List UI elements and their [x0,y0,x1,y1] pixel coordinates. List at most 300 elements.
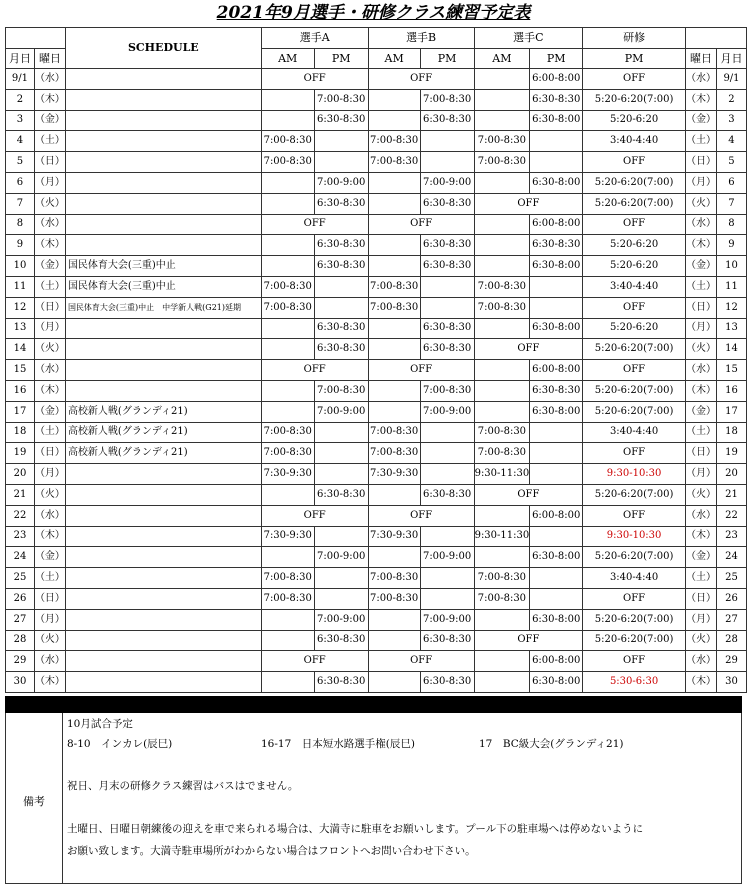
cell-pm-b [420,131,474,152]
cell-pm-b: 7:00-9:00 [420,547,474,568]
cell-am-b: 7:00-8:30 [368,568,420,589]
cell-schedule [65,235,261,256]
cell-pm-a [314,588,368,609]
notes-line-1: 祝日、月末の研修クラス練習はバスはでません。 [67,780,299,792]
cell-am-c [474,505,530,526]
cell-kenshu: 5:20-6:20(7:00) [583,89,686,110]
cell-date: 14 [6,339,35,360]
cell-date: 24 [6,547,35,568]
divider-bar [5,696,742,713]
notes-line-3: お願い致します。大満寺駐車場所がわからない場合はフロントへお問い合わせ下さい。 [67,845,476,857]
cell-weekday: （水） [34,69,65,90]
cell-pm-a: 6:30-8:30 [314,256,368,277]
cell-date: 8 [6,214,35,235]
cell-pm-a [314,422,368,443]
cell-am-b [368,172,420,193]
cell-date: 16 [6,380,35,401]
cell-pm-a [314,276,368,297]
cell-pm-c [530,152,583,173]
cell-am-b [368,110,420,131]
cell-pm-c: 6:30-8:30 [530,235,583,256]
table-row [6,547,747,568]
cell-am-a [261,547,314,568]
cell-am-c: 7:00-8:30 [474,568,530,589]
cell-weekday-right: （日） [685,297,716,318]
cell-schedule [65,131,261,152]
cell-am-a: 7:00-8:30 [261,588,314,609]
cell-pm-b: 6:30-8:30 [420,256,474,277]
cell-pm-b [420,443,474,464]
cell-date: 6 [6,172,35,193]
cell-am-a: 7:30-9:30 [261,464,314,485]
cell-kenshu: 5:20-6:20(7:00) [583,401,686,422]
cell-weekday-right: （木） [685,89,716,110]
cell-date-right: 25 [716,568,746,589]
cell-schedule: 高校新人戦(グランディ21) [65,422,261,443]
cell-am-a [261,318,314,339]
cell-pm-b: 6:30-8:30 [420,484,474,505]
cell-am-b [368,380,420,401]
cell-group-a-off: OFF [261,69,368,90]
cell-date: 18 [6,422,35,443]
cell-group-b-off: OFF [368,505,474,526]
cell-weekday-right: （土） [685,422,716,443]
cell-weekday-right: （水） [685,69,716,90]
notes-event-3: 17 BC級大会(グランディ21) [479,738,624,750]
cell-am-c: 7:00-8:30 [474,131,530,152]
table-row [6,110,747,131]
cell-weekday: （木） [34,235,65,256]
cell-weekday: （日） [34,152,65,173]
notes-heading: 10月試合予定 [67,718,133,730]
cell-pm-b [420,526,474,547]
table-row [6,672,747,693]
cell-schedule [65,609,261,630]
table-row [6,276,747,297]
cell-pm-b: 7:00-8:30 [420,380,474,401]
cell-pm-b: 6:30-8:30 [420,110,474,131]
cell-pm-a: 7:00-9:00 [314,172,368,193]
cell-am-a [261,235,314,256]
cell-am-c [474,69,530,90]
cell-date-right: 24 [716,547,746,568]
cell-date: 28 [6,630,35,651]
cell-weekday: （土） [34,131,65,152]
cell-weekday: （金） [34,401,65,422]
cell-am-c: 7:00-8:30 [474,152,530,173]
cell-schedule [65,172,261,193]
cell-kenshu: 5:20-6:20(7:00) [583,484,686,505]
table-row [6,526,747,547]
cell-pm-a: 6:30-8:30 [314,193,368,214]
cell-pm-c: 6:30-8:30 [530,89,583,110]
cell-date-right: 16 [716,380,746,401]
cell-am-a [261,110,314,131]
cell-pm-a: 7:00-9:00 [314,609,368,630]
cell-weekday: （水） [34,505,65,526]
cell-am-c [474,672,530,693]
table-row [6,422,747,443]
cell-schedule [65,339,261,360]
table-row [6,630,747,651]
header-pm-a: PM [314,49,368,69]
cell-am-c [474,609,530,630]
cell-pm-b: 6:30-8:30 [420,672,474,693]
cell-schedule [65,193,261,214]
cell-weekday: （木） [34,89,65,110]
cell-weekday-right: （月） [685,609,716,630]
cell-date: 21 [6,484,35,505]
header-month-day: 月日 [6,49,35,69]
cell-pm-a: 7:00-9:00 [314,547,368,568]
cell-weekday-right: （水） [685,505,716,526]
cell-pm-a: 6:30-8:30 [314,484,368,505]
header-group-c: 選手C [474,28,583,49]
cell-weekday: （火） [34,193,65,214]
cell-kenshu: 5:20-6:20(7:00) [583,380,686,401]
cell-group-c-off: OFF [474,339,583,360]
cell-schedule [65,651,261,672]
cell-date: 4 [6,131,35,152]
cell-schedule: 高校新人戦(グランディ21) [65,443,261,464]
cell-am-b [368,256,420,277]
cell-am-a [261,339,314,360]
cell-weekday-right: （金） [685,256,716,277]
cell-pm-c [530,276,583,297]
cell-date-right: 6 [716,172,746,193]
cell-kenshu: 5:20-6:20(7:00) [583,172,686,193]
header-pm-kenshu: PM [583,49,686,69]
cell-pm-b [420,588,474,609]
cell-weekday-right: （水） [685,360,716,381]
cell-weekday: （火） [34,484,65,505]
cell-am-b: 7:00-8:30 [368,131,420,152]
cell-pm-c [530,297,583,318]
cell-kenshu: 5:30-6:30 [583,672,686,693]
notes-event-2: 16-17 日本短水路選手権(辰巳) [261,738,415,750]
table-row [6,339,747,360]
cell-am-a: 7:00-8:30 [261,422,314,443]
cell-date-right: 10 [716,256,746,277]
cell-pm-b: 7:00-9:00 [420,609,474,630]
cell-schedule [65,380,261,401]
cell-am-b: 7:00-8:30 [368,588,420,609]
cell-date: 15 [6,360,35,381]
cell-am-b [368,193,420,214]
cell-date-right: 26 [716,588,746,609]
cell-am-c: 7:00-8:30 [474,276,530,297]
table-row [6,588,747,609]
table-row [6,256,747,277]
cell-pm-c: 6:00-8:00 [530,360,583,381]
cell-am-a [261,256,314,277]
cell-kenshu: 5:20-6:20(7:00) [583,547,686,568]
cell-am-b [368,401,420,422]
cell-date-right: 15 [716,360,746,381]
cell-pm-c: 6:30-8:00 [530,401,583,422]
cell-pm-c: 6:30-8:00 [530,609,583,630]
header-am-b: AM [368,49,420,69]
header-am-c: AM [474,49,530,69]
header-pm-b: PM [420,49,474,69]
cell-am-c: 9:30-11:30 [474,526,530,547]
cell-am-c [474,172,530,193]
cell-am-b [368,609,420,630]
cell-am-c: 7:00-8:30 [474,443,530,464]
cell-weekday-right: （火） [685,484,716,505]
cell-weekday-right: （水） [685,651,716,672]
cell-date-right: 3 [716,110,746,131]
cell-group-a-off: OFF [261,505,368,526]
cell-schedule [65,630,261,651]
cell-kenshu: 3:40-4:40 [583,422,686,443]
cell-date-right: 23 [716,526,746,547]
cell-date-right: 17 [716,401,746,422]
table-row [6,69,747,90]
cell-date-right: 12 [716,297,746,318]
header-am-a: AM [261,49,314,69]
cell-pm-c: 6:30-8:00 [530,110,583,131]
cell-am-b [368,339,420,360]
table-row [6,131,747,152]
cell-pm-a [314,152,368,173]
cell-pm-a: 6:30-8:30 [314,630,368,651]
cell-weekday-right: （火） [685,193,716,214]
notes-label: 備考 [23,795,45,808]
cell-am-b: 7:00-8:30 [368,422,420,443]
table-row [6,172,747,193]
cell-date: 29 [6,651,35,672]
cell-pm-a [314,443,368,464]
cell-kenshu: OFF [583,297,686,318]
cell-kenshu: OFF [583,505,686,526]
cell-weekday-right: （土） [685,568,716,589]
cell-group-b-off: OFF [368,360,474,381]
cell-group-b-off: OFF [368,214,474,235]
cell-date-right: 5 [716,152,746,173]
cell-schedule [65,568,261,589]
cell-weekday-right: （土） [685,276,716,297]
cell-date-right: 20 [716,464,746,485]
cell-date-right: 13 [716,318,746,339]
cell-weekday-right: （日） [685,443,716,464]
cell-date: 17 [6,401,35,422]
cell-am-a: 7:00-8:30 [261,152,314,173]
cell-pm-c: 6:00-8:00 [530,505,583,526]
cell-am-a [261,172,314,193]
cell-weekday-right: （木） [685,526,716,547]
cell-am-c [474,401,530,422]
cell-kenshu: OFF [583,69,686,90]
cell-pm-c [530,422,583,443]
cell-date: 3 [6,110,35,131]
cell-date-right: 2 [716,89,746,110]
cell-weekday-right: （金） [685,110,716,131]
cell-am-c [474,235,530,256]
cell-weekday: （土） [34,276,65,297]
cell-date: 7 [6,193,35,214]
table-row [6,651,747,672]
cell-weekday-right: （月） [685,464,716,485]
cell-am-b [368,630,420,651]
table-row [6,235,747,256]
cell-pm-b: 6:30-8:30 [420,318,474,339]
cell-pm-c: 6:30-8:00 [530,256,583,277]
table-row [6,505,747,526]
cell-am-c [474,89,530,110]
header-group-a: 選手A [261,28,368,49]
cell-date-right: 18 [716,422,746,443]
cell-group-a-off: OFF [261,214,368,235]
cell-weekday: （月） [34,609,65,630]
cell-pm-a [314,131,368,152]
cell-date: 12 [6,297,35,318]
cell-pm-c: 6:30-8:00 [530,672,583,693]
cell-date: 19 [6,443,35,464]
cell-pm-a: 7:00-9:00 [314,401,368,422]
cell-am-b: 7:30-9:30 [368,526,420,547]
cell-weekday-right: （土） [685,131,716,152]
cell-pm-b [420,276,474,297]
cell-kenshu: OFF [583,443,686,464]
cell-pm-c [530,588,583,609]
cell-schedule [65,547,261,568]
cell-weekday: （月） [34,172,65,193]
cell-am-b [368,484,420,505]
cell-kenshu: OFF [583,152,686,173]
cell-kenshu: 5:20-6:20(7:00) [583,630,686,651]
cell-pm-a: 6:30-8:30 [314,318,368,339]
cell-am-b [368,318,420,339]
cell-date: 27 [6,609,35,630]
cell-kenshu: 9:30-10:30 [583,526,686,547]
cell-am-a [261,89,314,110]
table-row [6,380,747,401]
cell-pm-b: 6:30-8:30 [420,630,474,651]
cell-group-a-off: OFF [261,360,368,381]
cell-kenshu: 5:20-6:20(7:00) [583,339,686,360]
cell-date: 10 [6,256,35,277]
cell-weekday: （日） [34,297,65,318]
cell-schedule [65,318,261,339]
cell-schedule: 国民体育大会(三重)中止 中学新人戦(G21)延期 [65,297,261,318]
cell-pm-b [420,152,474,173]
cell-am-c [474,214,530,235]
cell-pm-b: 6:30-8:30 [420,193,474,214]
cell-date-right: 21 [716,484,746,505]
cell-kenshu: 5:20-6:20(7:00) [583,193,686,214]
cell-schedule [65,464,261,485]
cell-date: 20 [6,464,35,485]
cell-date: 5 [6,152,35,173]
cell-date: 11 [6,276,35,297]
cell-am-c [474,110,530,131]
table-row [6,609,747,630]
header-month-day-right: 月日 [716,49,746,69]
cell-am-a [261,193,314,214]
table-row [6,214,747,235]
cell-am-a: 7:00-8:30 [261,568,314,589]
cell-weekday: （土） [34,568,65,589]
cell-pm-c: 6:00-8:00 [530,69,583,90]
notes-line-2: 土曜日、日曜日朝練後の迎えを車で来られる場合は、大満寺に駐車をお願いします。プール下の駐車場へは停めないように [67,823,644,835]
cell-am-b [368,235,420,256]
cell-weekday-right: （金） [685,401,716,422]
cell-pm-a [314,297,368,318]
cell-weekday: （木） [34,526,65,547]
cell-weekday: （金） [34,256,65,277]
cell-kenshu: 5:20-6:20 [583,235,686,256]
cell-am-c: 7:00-8:30 [474,422,530,443]
cell-am-c: 7:00-8:30 [474,588,530,609]
cell-date-right: 4 [716,131,746,152]
cell-am-c [474,256,530,277]
header-schedule: SCHEDULE [65,28,261,69]
cell-weekday: （月） [34,464,65,485]
table-row [6,318,747,339]
header-weekday: 曜日 [34,49,65,69]
table-row [6,484,747,505]
cell-weekday-right: （日） [685,588,716,609]
cell-am-c [474,651,530,672]
table-row [6,568,747,589]
cell-weekday-right: （火） [685,630,716,651]
cell-date-right: 9 [716,235,746,256]
cell-weekday-right: （火） [685,339,716,360]
cell-pm-b: 6:30-8:30 [420,339,474,360]
cell-pm-b: 6:30-8:30 [420,235,474,256]
cell-am-b: 7:00-8:30 [368,443,420,464]
cell-am-b [368,672,420,693]
cell-weekday-right: （木） [685,380,716,401]
cell-schedule [65,672,261,693]
cell-schedule [65,110,261,131]
cell-pm-b: 7:00-8:30 [420,89,474,110]
cell-am-b: 7:30-9:30 [368,464,420,485]
cell-weekday-right: （木） [685,672,716,693]
cell-date-right: 7 [716,193,746,214]
cell-pm-c: 6:00-8:00 [530,651,583,672]
cell-schedule: 高校新人戦(グランディ21) [65,401,261,422]
cell-kenshu: OFF [583,360,686,381]
cell-weekday: （水） [34,651,65,672]
cell-weekday-right: （木） [685,235,716,256]
cell-date: 9 [6,235,35,256]
cell-schedule [65,89,261,110]
cell-am-b: 7:00-8:30 [368,152,420,173]
cell-weekday-right: （水） [685,214,716,235]
cell-kenshu: 5:20-6:20 [583,110,686,131]
cell-kenshu: 5:20-6:20 [583,318,686,339]
cell-pm-b [420,422,474,443]
cell-group-b-off: OFF [368,651,474,672]
schedule-table [5,27,747,693]
notes-label-cell [6,713,63,883]
notes-event-1: 8-10 インカレ(辰巳) [67,738,173,750]
cell-am-a [261,380,314,401]
cell-am-a [261,609,314,630]
cell-kenshu: 3:40-4:40 [583,131,686,152]
cell-schedule [65,526,261,547]
cell-pm-b [420,568,474,589]
cell-pm-c: 6:30-8:00 [530,318,583,339]
cell-weekday: （水） [34,214,65,235]
page-title: 2021年9月選手・研修クラス練習予定表 [216,3,531,23]
cell-weekday: （火） [34,339,65,360]
cell-am-a: 7:00-8:30 [261,276,314,297]
cell-am-a: 7:00-8:30 [261,131,314,152]
table-row [6,464,747,485]
